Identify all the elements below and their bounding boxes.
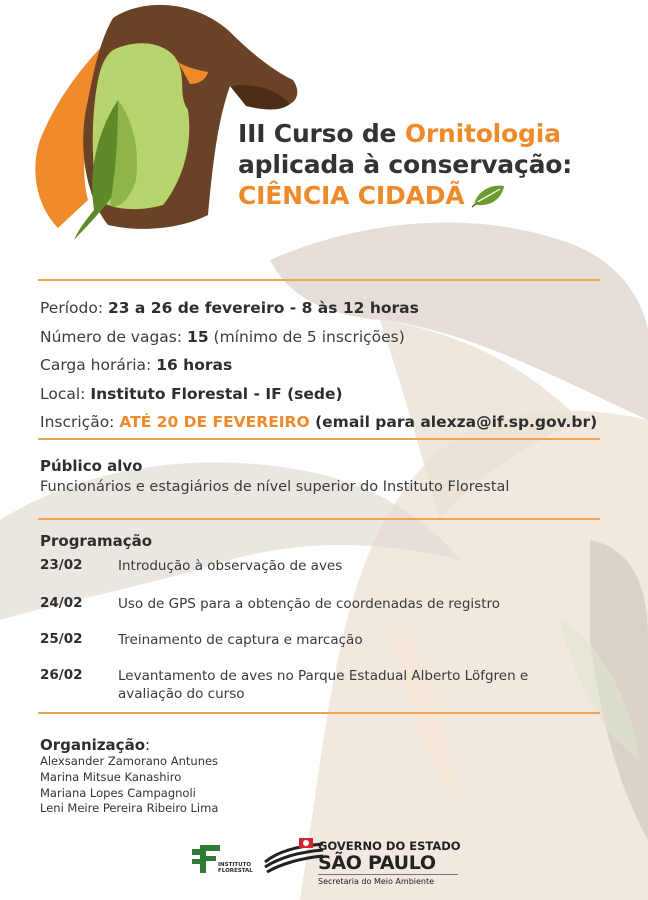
gov-line-3: Secretaria do Meio Ambiente bbox=[318, 874, 458, 888]
title-ornitologia: Ornitologia bbox=[404, 119, 561, 148]
governo-sp-logo bbox=[318, 839, 461, 888]
schedule-date: 26/02 bbox=[40, 667, 83, 683]
schedule-date: 23/02 bbox=[40, 557, 83, 573]
registration-row: Inscrição: ATÉ 20 DE FEVEREIRO (email para alexza@if.sp.gov.br) bbox=[40, 413, 598, 431]
title-line-2: aplicada à conservação: bbox=[238, 150, 573, 179]
place-row: Local: Instituto Florestal - IF (sede) bbox=[40, 384, 343, 403]
period-value: 23 a 26 de fevereiro - 8 às 12 horas bbox=[107, 299, 419, 317]
hours-row: Carga horária: 16 horas bbox=[40, 356, 233, 374]
organizer-name: Alexsander Zamorano Antunes bbox=[40, 754, 219, 768]
divider-info bbox=[38, 438, 600, 440]
vacancies-value: 15 bbox=[187, 327, 209, 346]
divider-schedule bbox=[38, 712, 600, 714]
schedule-title: Programação bbox=[40, 532, 153, 550]
schedule-desc: Levantamento de aves no Parque Estadual Alberto Löfgren e avaliação do curso bbox=[118, 668, 529, 702]
divider-audience bbox=[38, 518, 600, 520]
instituto-florestal-label: INSTITUTO FLORESTAL bbox=[218, 862, 253, 874]
gov-line-1: GOVERNO DO ESTADO bbox=[318, 839, 461, 853]
place-value: Instituto Florestal - IF (sede) bbox=[90, 384, 343, 403]
title-line-3 bbox=[238, 180, 638, 211]
hours-value: 16 horas bbox=[156, 356, 233, 374]
organizer-name: Marina Mitsue Kanashiro bbox=[40, 769, 182, 784]
schedule-desc: Uso de GPS para a obtenção de coordenadas de registro bbox=[118, 596, 501, 612]
title-ciencia-cidada: CIÊNCIA CIDADÃ bbox=[238, 181, 465, 210]
organization-list bbox=[40, 754, 218, 817]
sao-paulo-flag-icon bbox=[263, 838, 325, 874]
organization-title: Organização: bbox=[40, 736, 151, 754]
schedule-desc: Introdução à observação de aves bbox=[118, 558, 343, 574]
title-prefix: III Curso de bbox=[238, 119, 405, 148]
registration-email: (email para alexza@if.sp.gov.br) bbox=[309, 413, 598, 431]
organizer-name: Mariana Lopes Campagnoli bbox=[40, 785, 196, 800]
schedule-date: 24/02 bbox=[40, 595, 83, 611]
audience-text: Funcionários e estagiários de nível superior do Instituto Florestal bbox=[40, 479, 510, 495]
course-info bbox=[40, 294, 620, 437]
organizer-name: Leni Meire Pereira Ribeiro Lima bbox=[40, 801, 219, 816]
leaf-icon bbox=[470, 182, 508, 208]
registration-deadline: ATÉ 20 DE FEVEREIRO bbox=[119, 413, 310, 431]
period-row: Período: 23 a 26 de fevereiro - 8 às 12 horas bbox=[40, 299, 419, 317]
course-title bbox=[238, 118, 638, 211]
schedule-desc: Treinamento de captura e marcação bbox=[118, 632, 363, 648]
divider-top bbox=[38, 279, 600, 281]
gov-line-2: SÃO PAULO bbox=[318, 852, 436, 874]
vacancies-row: Número de vagas: 15 (mínimo de 5 inscrições) bbox=[40, 327, 405, 346]
schedule-date: 25/02 bbox=[40, 631, 83, 647]
title-line-1 bbox=[238, 118, 638, 149]
audience-title: Público alvo bbox=[40, 457, 143, 475]
